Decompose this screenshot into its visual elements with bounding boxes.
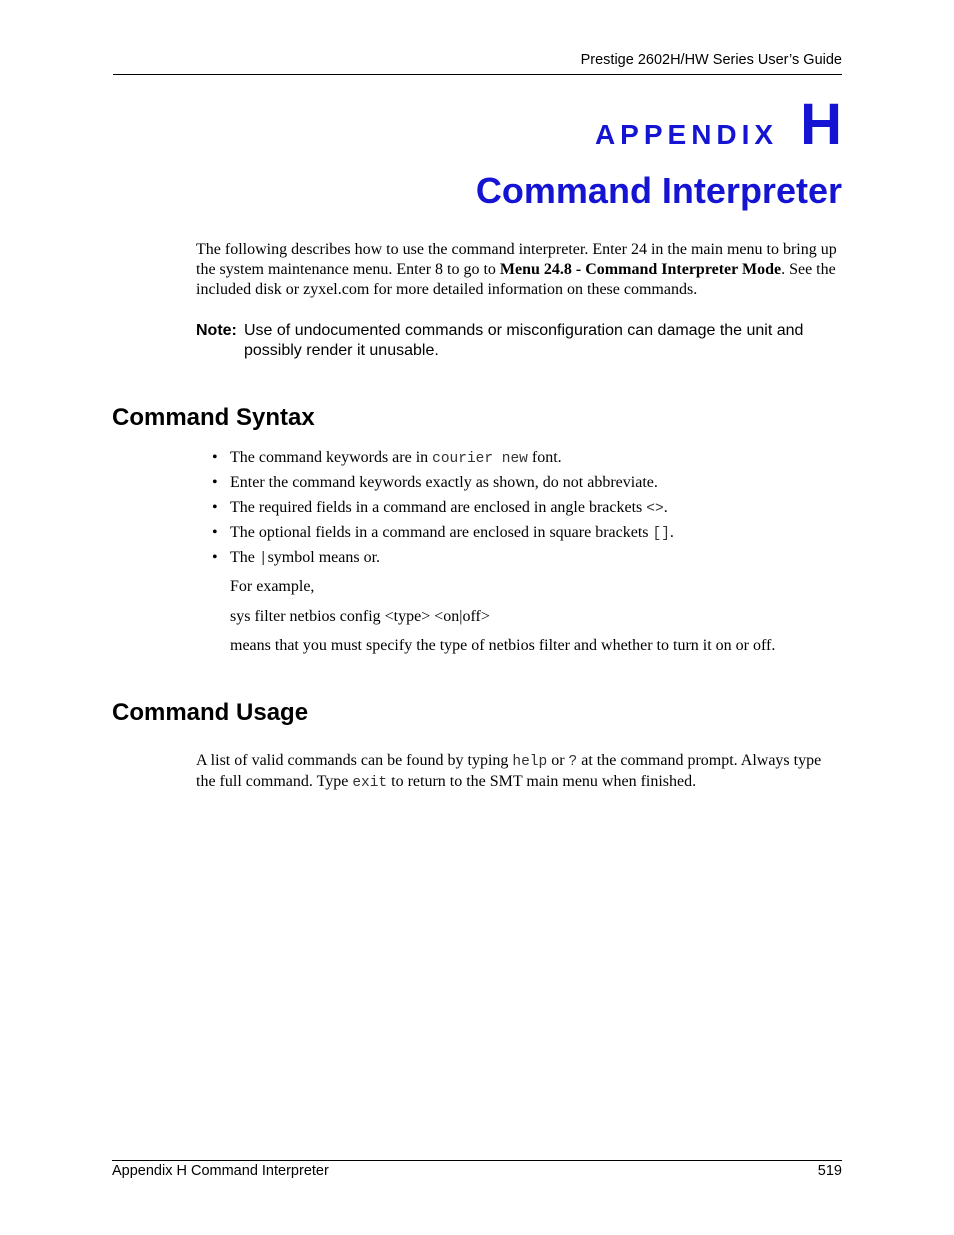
footer-chapter-title: Appendix H Command Interpreter [112, 1163, 329, 1179]
appendix-word: appendix [594, 109, 779, 153]
command-usage-heading: Command Usage [112, 699, 309, 726]
page-number: 519 [817, 1163, 842, 1179]
exit-command: exit [352, 775, 388, 791]
usage-paragraph: A list of valid commands can be found by typing help or ? at the command prompt. Always type the full command. Type exit to return to the SMT main menu when finished. [196, 752, 822, 791]
example-intro: For example, [230, 578, 315, 595]
list-item: • The required fields in a command are enclosed in angle brackets <>. [212, 499, 668, 517]
list-item: • The optional fields in a command are enclosed in square brackets []. [212, 524, 674, 542]
code-text: courier new [432, 451, 528, 467]
note [196, 321, 842, 361]
example-explanation: means that you must specify the type of netbios filter and whether to turn it on or off. [230, 637, 776, 654]
code-text: [] [652, 526, 670, 542]
bullet: • [212, 549, 218, 566]
page-header [113, 50, 842, 75]
help-command: help [512, 754, 548, 770]
appendix-letter: H [800, 92, 842, 157]
example-command: sys filter netbios config <type> <on|off> [230, 608, 490, 625]
intro-paragraph [196, 240, 842, 300]
command-syntax-heading: Command Syntax [112, 404, 315, 431]
list-item: • Enter the command keywords exactly as shown, do not abbreviate. [212, 474, 658, 491]
appendix-title [594, 92, 842, 157]
question-command: ? [568, 754, 578, 770]
list-item: • The command keywords are in courier new font. [212, 449, 562, 467]
bullet: • [212, 474, 218, 491]
code-text: <> [646, 501, 664, 517]
note-text: Use of undocumented commands or misconfiguration can damage the unit and possibly render it unusable. [244, 322, 804, 359]
intro-text-2: . See the included disk or zyxel.com for more detailed information on these commands. [196, 261, 836, 298]
page-footer [112, 1160, 842, 1179]
syntax-bullet-list [212, 448, 842, 573]
guide-title: Prestige 2602H/HW Series User’s Guide [580, 52, 842, 68]
list-item: • The |symbol means or. [212, 549, 381, 567]
note-label: Note: [196, 322, 237, 339]
code-text: | [258, 551, 268, 567]
chapter-title: Command Interpreter [475, 170, 842, 211]
intro-text-1: The following describes how to use the command interpreter. Enter 24 in the main menu to bring up the system maintenance menu. Enter 8 to go to [196, 241, 837, 278]
bullet: • [212, 524, 218, 541]
bullet: • [212, 449, 218, 466]
menu-reference: Menu 24.8 - Command Interpreter Mode [499, 261, 782, 278]
bullet: • [212, 499, 218, 516]
